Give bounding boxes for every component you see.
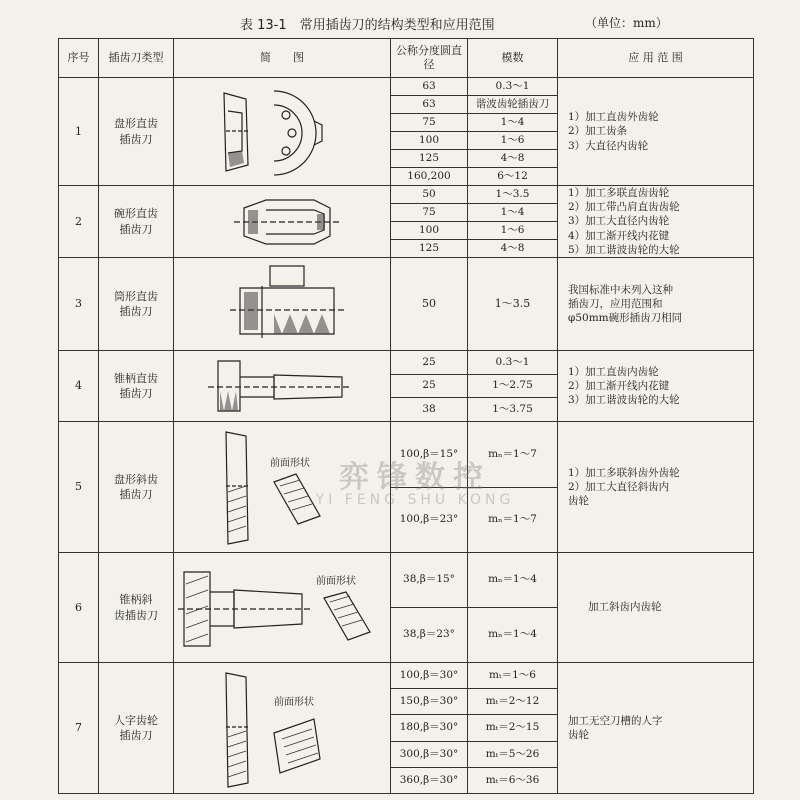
module-cell: 1～3.5 [468,186,558,204]
module-cell: mₜ＝5～26 [468,741,558,767]
figure-taper-shank-helical-cutter [174,553,391,663]
front-shape-label: 前面形状 [270,458,310,469]
diameter-cell: 50 [391,258,468,351]
cutter-type: 盘形直齿 插齿刀 [99,78,174,186]
diameter-cell: 125 [391,240,468,258]
row-number: 4 [59,351,99,422]
diameter-cell: 360,β＝30° [391,767,468,793]
module-cell: mₜ＝1～6 [468,663,558,689]
row-number: 7 [59,663,99,794]
application-cell: 加工斜齿内齿轮 [558,553,754,663]
front-shape-label: 前面形状 [274,697,314,708]
figure-herringbone-cutter [174,663,391,794]
module-cell: 1～4 [468,204,558,222]
cutter-type: 锥柄直齿 插齿刀 [99,351,174,422]
row-number: 1 [59,78,99,186]
diameter-cell: 50 [391,186,468,204]
diameter-cell: 25 [391,374,468,398]
cutter-type: 碗形直齿 插齿刀 [99,186,174,258]
diameter-cell: 125 [391,150,468,168]
table-title [0,10,800,34]
cutter-table [58,38,754,794]
module-cell: 1～4 [468,114,558,132]
application-cell: 1）加工多联斜齿外齿轮 2）加工大直径斜齿内 齿轮 [558,422,754,553]
module-cell: mₙ＝1～4 [468,608,558,663]
figure-taper-shank-spur-cutter [174,351,391,422]
watermark-cn: 弈锋数控 [339,460,491,495]
header-type: 插齿刀类型 [99,39,174,78]
figure-disk-helical-cutter [174,422,391,553]
table-row [59,186,754,204]
table-row [59,258,754,351]
unit-note: （单位：mm） [585,16,668,30]
module-cell: 6～12 [468,168,558,186]
diameter-cell: 100,β＝30° [391,663,468,689]
diameter-cell: 160,200 [391,168,468,186]
diameter-cell: 75 [391,114,468,132]
header-application: 应 用 范 围 [558,39,754,78]
module-cell: mₜ＝2～12 [468,689,558,715]
figure-bowl-spur-cutter [174,186,391,258]
cutter-type: 盘形斜齿 插齿刀 [99,422,174,553]
module-cell: 0.3～1 [468,78,558,96]
module-cell: 0.3～1 [468,351,558,375]
application-cell: 1）加工直齿外齿轮 2）加工齿条 3）大直径内齿轮 [558,78,754,186]
module-cell: 1～3.5 [468,258,558,351]
header-no: 序号 [59,39,99,78]
row-number: 6 [59,553,99,663]
diameter-cell: 38,β＝23° [391,608,468,663]
module-cell: mₙ＝1～7 [468,422,558,488]
diameter-cell: 180,β＝30° [391,715,468,741]
header-module: 模数 [468,39,558,78]
row-number: 2 [59,186,99,258]
cutter-type: 筒形直齿 插齿刀 [99,258,174,351]
module-cell: 4～8 [468,150,558,168]
module-cell: 1～2.75 [468,374,558,398]
diameter-cell: 38,β＝15° [391,553,468,608]
module-cell: 1～6 [468,132,558,150]
module-cell: mₜ＝2～15 [468,715,558,741]
row-number: 5 [59,422,99,553]
table-row [59,422,754,488]
diameter-cell: 75 [391,204,468,222]
figure-shank-spur-cutter [174,258,391,351]
diameter-cell: 100 [391,222,468,240]
table-row [59,663,754,689]
diameter-cell: 25 [391,351,468,375]
diameter-cell: 100,β＝23° [391,487,468,553]
row-number: 3 [59,258,99,351]
table-caption: 表 13-1 常用插齿刀的结构类型和应用范围 [240,18,495,33]
module-cell: 1～3.75 [468,398,558,422]
module-cell: mₙ＝1～4 [468,553,558,608]
application-cell: 1）加工直齿内齿轮 2）加工渐开线内花键 3）加工谐波齿轮的大轮 [558,351,754,422]
diameter-cell: 38 [391,398,468,422]
table-row [59,78,754,96]
diameter-cell: 100,β＝15° [391,422,468,488]
header-figure: 简 图 [174,39,391,78]
header-row [59,39,754,78]
module-cell: mₙ＝1～7 [468,487,558,553]
cutter-type: 锥柄斜 齿插齿刀 [99,553,174,663]
application-cell: 加工无空刀槽的人字 齿轮 [558,663,754,794]
application-cell: 我国标准中未列入这种 插齿刀，应用范围和 φ50mm碗形插齿刀相同 [558,258,754,351]
diameter-cell: 300,β＝30° [391,741,468,767]
application-cell: 1）加工多联直齿齿轮 2）加工带凸肩直齿齿轮 3）加工大直径内齿轮 4）加工渐开线内花键 5）加工谐波齿轮的大轮 [558,186,754,258]
front-shape-label: 前面形状 [316,575,356,587]
diameter-cell: 63 [391,96,468,114]
header-diameter: 公称分度圆直径 [391,39,468,78]
table-row [59,553,754,608]
module-cell: 4～8 [468,240,558,258]
cutter-type: 人字齿轮 插齿刀 [99,663,174,794]
diameter-cell: 63 [391,78,468,96]
figure-disk-spur-cutter [174,78,391,186]
module-cell: mₜ＝6～36 [468,767,558,793]
diameter-cell: 100 [391,132,468,150]
watermark-en: YI FENG SHU KONG [315,492,515,508]
diameter-cell: 150,β＝30° [391,689,468,715]
module-cell: 谐波齿轮插齿刀 [468,96,558,114]
module-cell: 1～6 [468,222,558,240]
table-row [59,351,754,375]
